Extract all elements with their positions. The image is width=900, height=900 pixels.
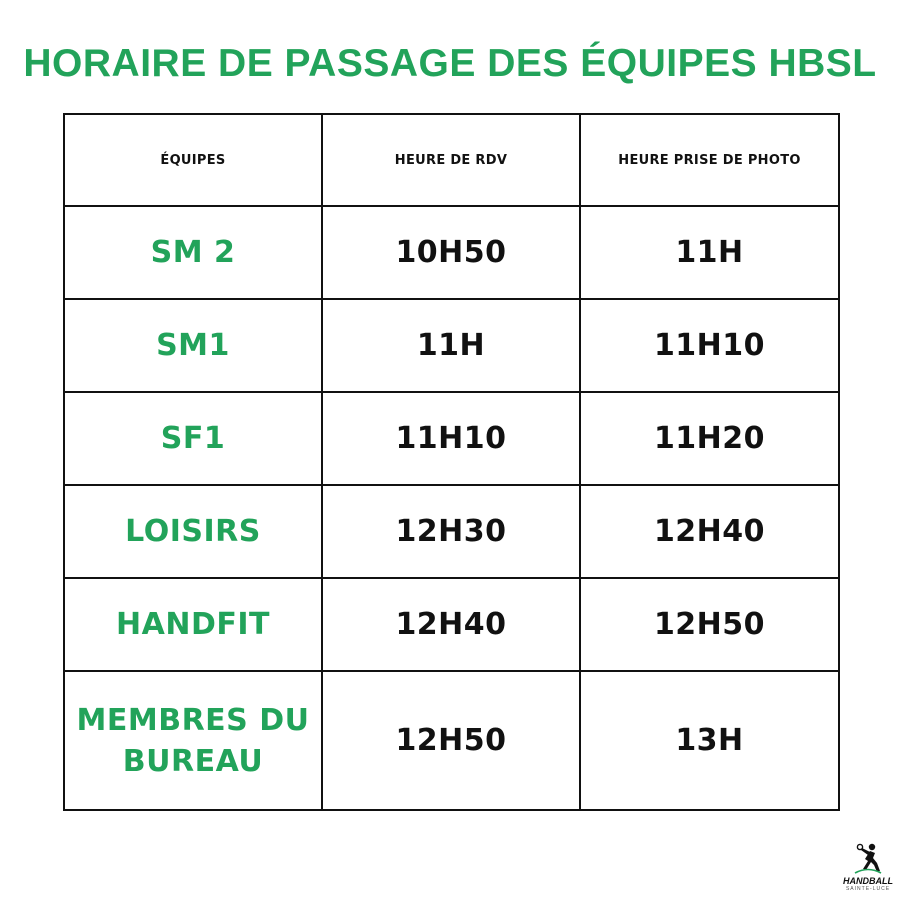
logo-text-sainte-luce: SAINTE-LUCE: [845, 886, 891, 892]
header-teams: ÉQUIPES: [64, 114, 322, 206]
rdv-time-cell: 12H50: [322, 671, 580, 810]
team-cell: MEMBRES DU BUREAU: [64, 671, 322, 810]
rdv-time-cell: 11H: [322, 299, 580, 392]
team-cell: HANDFIT: [64, 578, 322, 671]
header-photo-time: HEURE PRISE DE PHOTO: [580, 114, 839, 206]
table-header-row: [64, 114, 839, 206]
rdv-time-cell: 12H40: [322, 578, 580, 671]
table-row: [64, 485, 839, 578]
page-title: HORAIRE DE PASSAGE DES ÉQUIPES HBSL: [23, 42, 877, 85]
team-cell: SM1: [64, 299, 322, 392]
table-row: [64, 299, 839, 392]
photo-time-cell: 11H20: [580, 392, 839, 485]
team-cell: SF1: [64, 392, 322, 485]
schedule-table: [63, 113, 840, 811]
table-row: [64, 206, 839, 299]
table-row: [64, 578, 839, 671]
table-row: [64, 392, 839, 485]
table-row: [64, 671, 839, 810]
team-cell: SM 2: [64, 206, 322, 299]
handball-player-icon: [851, 842, 885, 876]
photo-time-cell: 12H50: [580, 578, 839, 671]
photo-time-cell: 11H: [580, 206, 839, 299]
header-rdv-time: HEURE DE RDV: [322, 114, 580, 206]
rdv-time-cell: 10H50: [322, 206, 580, 299]
photo-time-cell: 13H: [580, 671, 839, 810]
team-cell: LOISIRS: [64, 485, 322, 578]
photo-time-cell: 12H40: [580, 485, 839, 578]
logo-text-handball: HANDBALL: [843, 876, 893, 886]
rdv-time-cell: 11H10: [322, 392, 580, 485]
club-logo: [842, 842, 894, 898]
rdv-time-cell: 12H30: [322, 485, 580, 578]
photo-time-cell: 11H10: [580, 299, 839, 392]
